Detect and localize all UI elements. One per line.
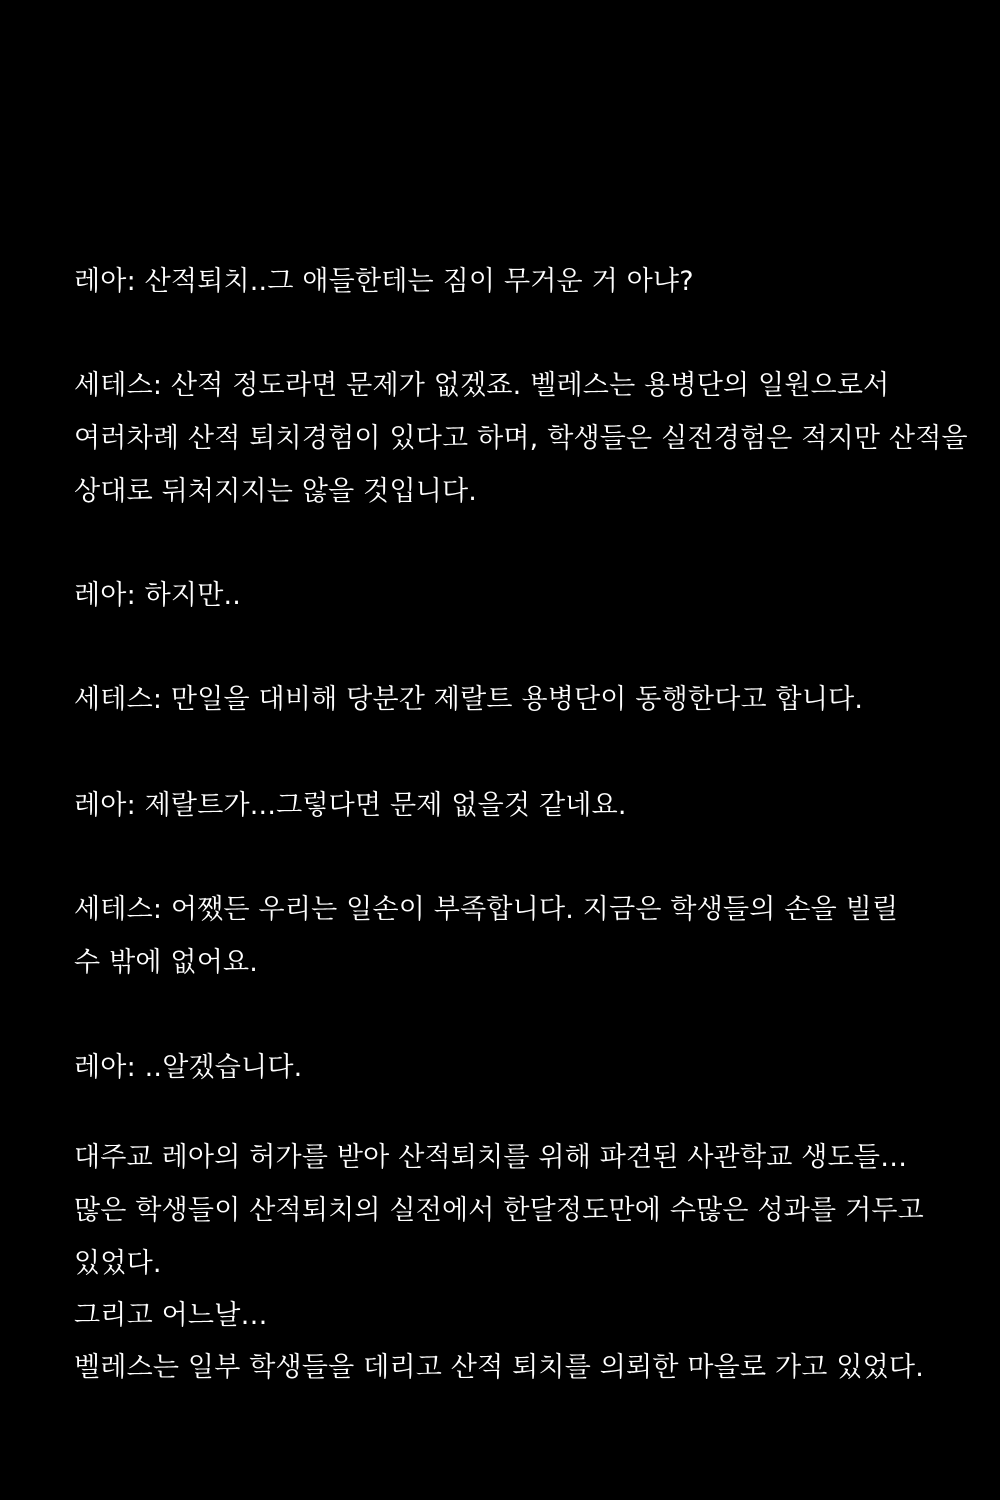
dialogue-line: 세테스: 만일을 대비해 당분간 제랄트 용병단이 동행한다고 합니다. bbox=[74, 684, 864, 715]
narration-line: 많은 학생들이 산적퇴치의 실전에서 한달정도만에 수많은 성과를 거두고 bbox=[74, 1195, 924, 1226]
dialogue-line: 상대로 뒤처지지는 않을 것입니다. bbox=[74, 476, 478, 507]
dialogue-line: 레아: 하지만.. bbox=[74, 580, 242, 611]
narration-line: 그리고 어느날… bbox=[74, 1300, 268, 1331]
dialogue-line: 레아: 산적퇴치..그 애들한테는 짐이 무거운 거 아냐? bbox=[74, 266, 694, 297]
dialogue-line: 레아: 제랄트가...그렇다면 문제 없을것 같네요. bbox=[74, 790, 627, 821]
dialogue-line: 세테스: 어쨌든 우리는 일손이 부족합니다. 지금은 학생들의 손을 빌릴 bbox=[74, 894, 899, 925]
dialogue-line: 세테스: 산적 정도라면 문제가 없겠죠. 벨레스는 용병단의 일원으로서 bbox=[74, 370, 890, 401]
narration-line: 있었다. bbox=[74, 1248, 162, 1279]
dialogue-line: 수 밖에 없어요. bbox=[74, 947, 259, 978]
narration-line: 대주교 레아의 허가를 받아 산적퇴치를 위해 파견된 사관학교 생도들… bbox=[74, 1142, 908, 1173]
dialogue-line: 여러차례 산적 퇴치경험이 있다고 하며, 학생들은 실전경험은 적지만 산적을 bbox=[74, 423, 968, 454]
dialogue-line: 레아: ..알겠습니다. bbox=[74, 1052, 303, 1083]
narration-line: 벨레스는 일부 학생들을 데리고 산적 퇴치를 의뢰한 마을로 가고 있었다. bbox=[74, 1352, 925, 1383]
